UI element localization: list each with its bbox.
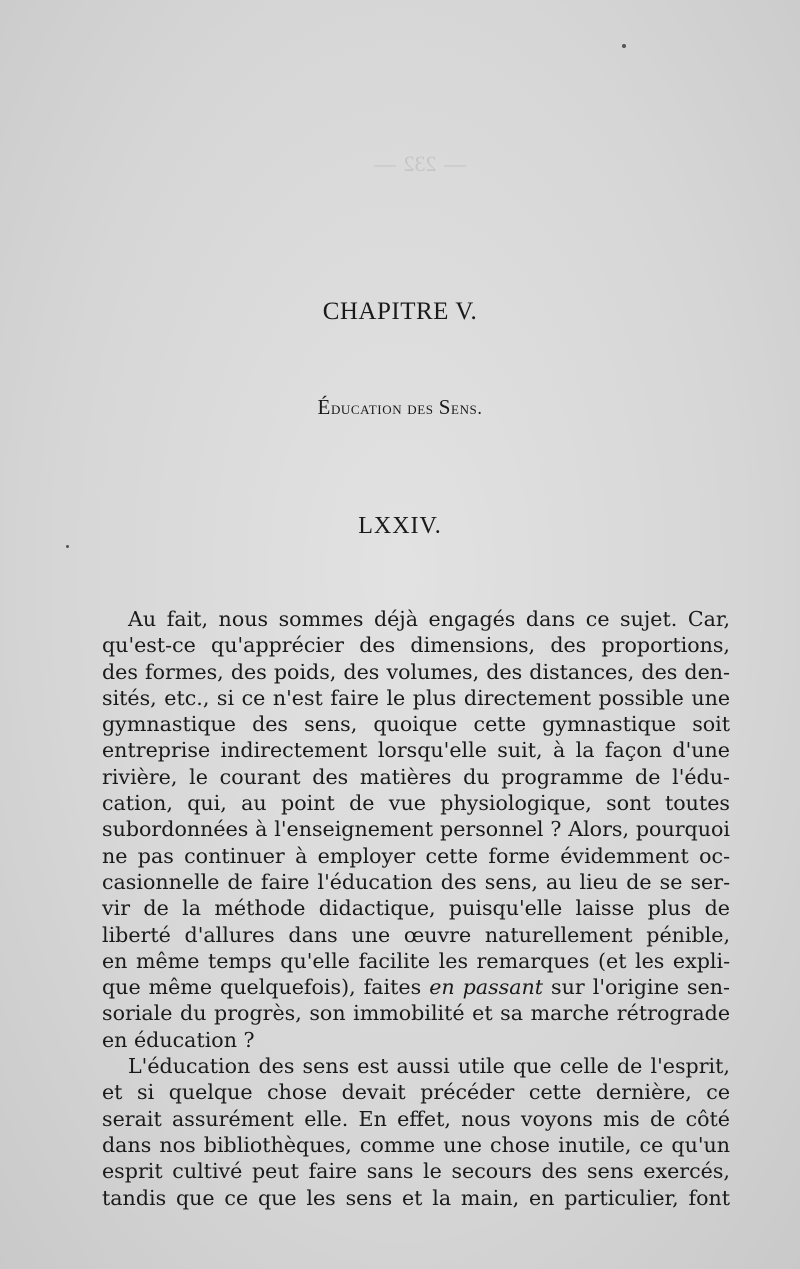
text-line: subordonnées à l'enseignement personnel ? Alors, pourquoi [102, 817, 730, 842]
text-line: vir de la méthode didactique, puisqu'elle laisse plus de [102, 896, 730, 921]
chapter-title: CHAPITRE V. [322, 298, 478, 325]
specks [66, 545, 69, 548]
text-line: tandis que ce que les sens et la main, en particulier, font [102, 1185, 731, 1210]
text-line: en éducation ? [102, 1027, 255, 1052]
body-text [102, 606, 730, 1211]
subtitle-initial-2: S [438, 395, 452, 419]
text-line: Au fait, nous sommes déjà engagés dans ce sujet. Car, [128, 607, 731, 631]
text-line: L'éducation des sens est aussi utile que celle de l'esprit, [128, 1054, 730, 1079]
subtitle-part-2: ens. [451, 398, 483, 418]
subtitle-initial: É [317, 395, 331, 419]
section-number: LXXIV. [358, 513, 442, 539]
paragraph-2 [102, 1053, 730, 1211]
text-line: sités, etc., si ce n'est faire le plus directement possible une [102, 685, 731, 710]
text-line-with-italic [102, 974, 730, 1000]
text-segment: que même quelquefois), faites [102, 975, 430, 1000]
text-line: casionnelle de faire l'éducation des sens, au lieu de se ser- [102, 869, 731, 894]
text-segment: sur l'origine sen- [543, 975, 731, 1000]
text-line: liberté d'allures dans une œuvre naturellement pénible, [102, 922, 730, 947]
text-line: gymnastique des sens, quoique cette gymnastique soit [102, 712, 731, 737]
text-line: serait assurément elle. En effet, nous voyons mis de côté [102, 1106, 730, 1131]
chapter-subtitle [0, 395, 800, 420]
text-line: en même temps qu'elle facilite les remarques (et les expli- [102, 948, 731, 973]
text-line: et si quelque chose devait précéder cette dernière, ce [102, 1080, 731, 1105]
bleed-through-folio: — 232 — [374, 151, 466, 176]
text-line: ne pas continuer à employer cette forme évidemment oc- [102, 843, 731, 868]
text-line: cation, qui, au point de vue physiologique, sont toutes [102, 791, 730, 816]
bleed-through-text [110, 150, 730, 191]
text-line: qu'est-ce qu'apprécier des dimensions, des proportions, [102, 633, 730, 658]
text-line: des formes, des poids, des volumes, des distances, des den- [102, 659, 731, 684]
specks [622, 44, 626, 48]
subtitle-part-1: ducation des [330, 398, 439, 418]
text-line: entreprise indirectement lorsqu'elle suit, à la façon d'une [102, 738, 730, 763]
text-line: dans nos bibliothèques, comme une chose inutile, ce qu'un [102, 1132, 731, 1157]
text-line: rivière, le courant des matières du programme de l'édu- [102, 764, 730, 789]
paragraph-1 [102, 606, 730, 1053]
text-line: esprit cultivé peut faire sans le secours des sens exercés, [102, 1159, 730, 1184]
text-line: soriale du progrès, son immobilité et sa marche rétrograde [102, 1001, 731, 1026]
italic-phrase: en passant [429, 975, 544, 1000]
